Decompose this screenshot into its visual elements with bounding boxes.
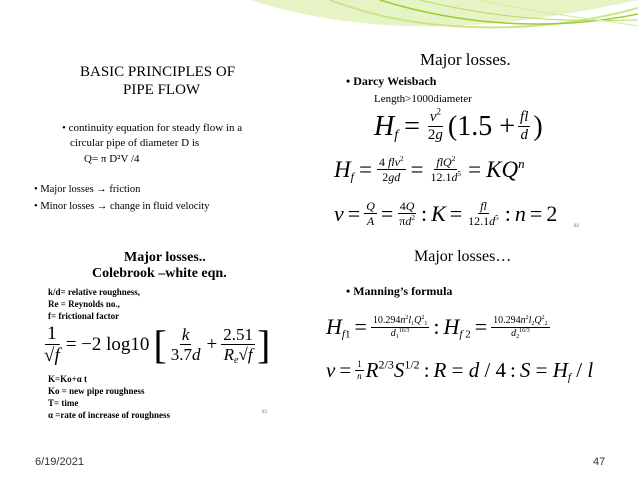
- note-alpha: α =rate of increase of roughness: [48, 410, 171, 420]
- darcy-weisbach-panel: [318, 42, 610, 238]
- bullet-dot: •: [346, 284, 354, 298]
- manning-equation-1: $H_{f1}$ = $\frac{10.294n^2l_1Q^2_1}{d_1^{16/3}}$ : $H_{f 2}$ = $\frac{10.294n^2l_2Q^2_2}{d_2^{16/3}}$: [326, 314, 548, 341]
- panel-title-line2: PIPE FLOW: [123, 82, 201, 98]
- bullet-continuity-line2: circular pipe of diameter D is: [70, 137, 200, 149]
- length-condition: Length>1000diameter: [374, 93, 472, 105]
- note-time: T= time: [48, 398, 79, 408]
- panel-title-line2: Colebrook –white eqn.: [92, 266, 227, 281]
- slide-date: 6/19/2021: [35, 456, 84, 468]
- definition-relative-roughness: k/d= relative roughness,: [48, 287, 141, 297]
- slide-number: 47: [593, 456, 606, 468]
- corner-note: 83: [262, 410, 267, 415]
- bullet-manning: • Manning’s formula: [346, 284, 453, 298]
- definition-friction-factor: f= frictional factor: [48, 311, 120, 321]
- darcy-equation-1: $H_f$ = $\frac{v^2}{2g}$ (1.5 + $\frac{fl}{d}$ ): [374, 106, 543, 143]
- bullet-dot: •: [346, 74, 354, 88]
- colebrook-panel: [28, 242, 298, 430]
- panel-title-line1: BASIC PRINCIPLES OF: [80, 64, 236, 80]
- bullet-minor-losses: • Minor losses → change in fluid velocity: [34, 201, 210, 212]
- darcy-equation-3: v = $\frac{Q}{A}$ = $\frac{4Q}{\pi d^2}$ : K = $\frac{fl}{12.1d^5}$ : n = 2: [334, 199, 558, 228]
- corner-note: 82: [574, 224, 579, 229]
- bullet-dot: •: [34, 201, 41, 212]
- panel-title: Major losses.: [420, 50, 511, 69]
- colebrook-equation: $\frac{1}{√f}$ = −2 log10 [ $\frac{k}{3.7d}$ + $\frac{2.51}{R_e√f}$ ]: [44, 321, 271, 367]
- manning-panel: [318, 242, 618, 408]
- bullet-continuity: • continuity equation for steady flow in a: [62, 122, 243, 134]
- manning-equation-2: v = $\frac{1}{n}$ $R^{2/3}S^{1/2}$ : R = d / 4 : $S = H_f / l$: [326, 357, 594, 384]
- panel-title-line1: Major losses..: [124, 250, 206, 265]
- bullet-darcy: • Darcy Weisbach: [346, 74, 437, 88]
- bullet-dot: •: [62, 122, 69, 134]
- continuity-formula: Q= π D²V /4: [84, 153, 140, 165]
- bullet-major-losses: • Major losses → friction: [34, 184, 141, 195]
- basic-principles-panel: [28, 44, 290, 230]
- bullet-dot: •: [34, 184, 41, 195]
- note-new-pipe-roughness: Ko = new pipe roughness: [48, 386, 145, 396]
- note-roughness-growth: K=Ko+α t: [48, 374, 88, 384]
- panel-title: Major losses…: [414, 248, 512, 265]
- definition-reynolds: Re = Reynolds no.,: [48, 299, 120, 309]
- darcy-equation-2: $H_f$ = $\frac{4 flv^2}{2gd}$ = $\frac{flQ^2}{12.1d^5}$ = $KQ^n$: [334, 154, 525, 184]
